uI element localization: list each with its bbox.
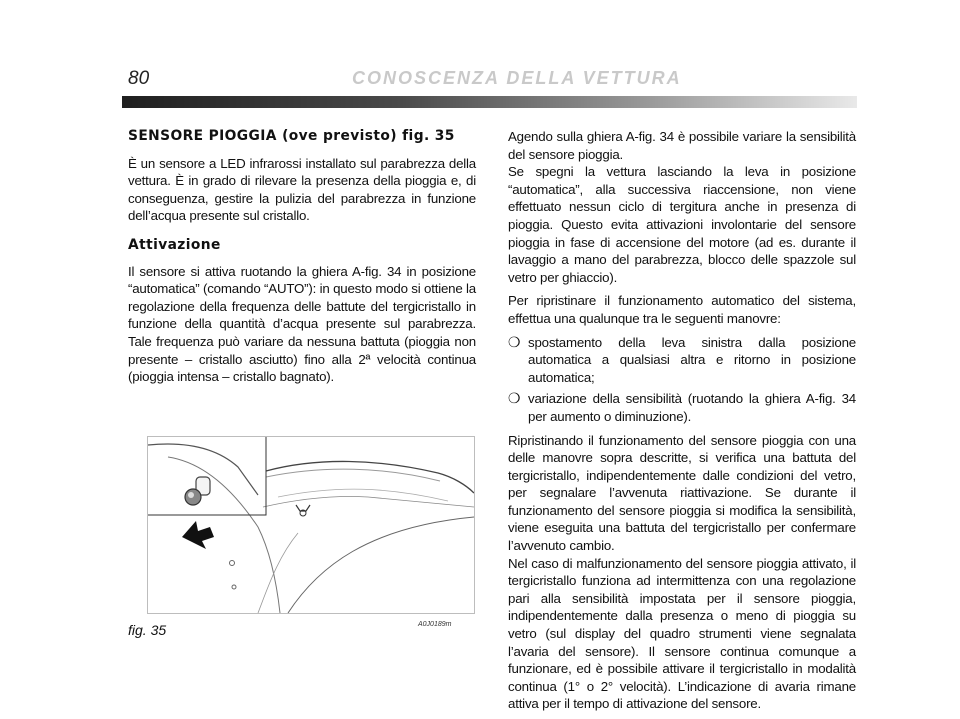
figure-illustration [147, 436, 475, 614]
figure-caption: fig. 35 [128, 622, 167, 638]
page-number: 80 [128, 68, 150, 89]
list-item-text: variazione della sensibilità (ruotando la ghiera A-fig. 34 per aumento o diminuzione). [528, 391, 856, 424]
maneuver-list [508, 334, 856, 426]
running-title: CONOSCENZA DELLA VETTURA [352, 68, 682, 88]
figure-code: A0J0189m [418, 621, 452, 628]
malfunction-paragraph: Nel caso di malfunzionamento del sensore pioggia attivato, il tergicristallo funziona ad intermittenza con una regolazione pari alla sensibilità impostata per il sensore pioggia, indipendentemente dalla presenza o meno di pioggia su vetro (sul display del quadro strumenti viene segnalata l’avaria del sensore). Il sensore continua comunque a funzionare, ed è possibile attivare il tergicristallo in modalità continua (1° o 2° velocità). L’indicazione di avaria rimane attiva per il tempo di attivazione del sensore. [508, 555, 856, 712]
intro-paragraph: È un sensore a LED infrarossi installato sul parabrezza della vettura. È in grado di rilevare la presenza della pioggia e, di conseguenza, gestire la pulizia del parabrezza in funzione dell’acqua presente sul cristallo. [128, 155, 476, 224]
restart-paragraph: Se spegni la vettura lasciando la leva in posizione “automatica”, alla successiva riaccensione, non viene effettuato nessun ciclo di tergitura anche in presenza di pioggia. Questo evita attivazioni involontarie del sensore pioggia in fase di accensione del motore (ad es. durante il lavaggio a mano del parabrezza, blocco delle spazzole sul vetro per ghiaccio). [508, 164, 856, 285]
restore-intro-paragraph: Per ripristinare il funzionamento automatico del sistema, effettua una qualunque tra le seguenti manovre: [508, 293, 856, 326]
list-item-text: spostamento della leva sinistra dalla posizione automatica a qualsiasi altra e ritorno in posizione automatica; [528, 334, 856, 385]
windshield-sensor-illustration [148, 437, 474, 613]
reactivation-paragraph: Ripristinando il funzionamento del sensore pioggia con una delle manovre sopra descritte, si verifica una battuta del tergicristallo, indipendentemente dalle condizioni del vetro, per segnalare l’avvenuta riattivazione. Se durante il funzionamento del sensore pioggia si modifica la sensibilità, viene eseguita una battuta del tergicristallo per confermare l’avvenuto cambio. [508, 432, 856, 554]
bullet-circle-icon: ❍ [508, 333, 521, 350]
left-column [128, 128, 476, 392]
right-column [508, 128, 856, 719]
section-title: SENSORE PIOGGIA (ove previsto) fig. 35 [128, 128, 455, 144]
sensitivity-paragraph: Agendo sulla ghiera A-fig. 34 è possibile variare la sensibilità del sensore pioggia. [508, 129, 856, 162]
activation-paragraph: Il sensore si attiva ruotando la ghiera A-fig. 34 in posizione “automatica” (comando “AUTO”): in questo modo si ottiene la regolazione della frequenza delle battute del tergicristallo in funzione della quantità d’acqua presente sul parabrezza. Tale frequenza può variare da nessuna battuta (pioggia non presente – cristallo asciutto) fino alla 2ª velocità continua (pioggia intensa – cristallo bagnato). [128, 263, 476, 385]
list-item [508, 390, 856, 425]
list-item [508, 334, 856, 387]
header-rule [122, 96, 857, 108]
subsection-title: Attivazione [128, 236, 221, 253]
bullet-circle-icon: ❍ [508, 390, 521, 407]
